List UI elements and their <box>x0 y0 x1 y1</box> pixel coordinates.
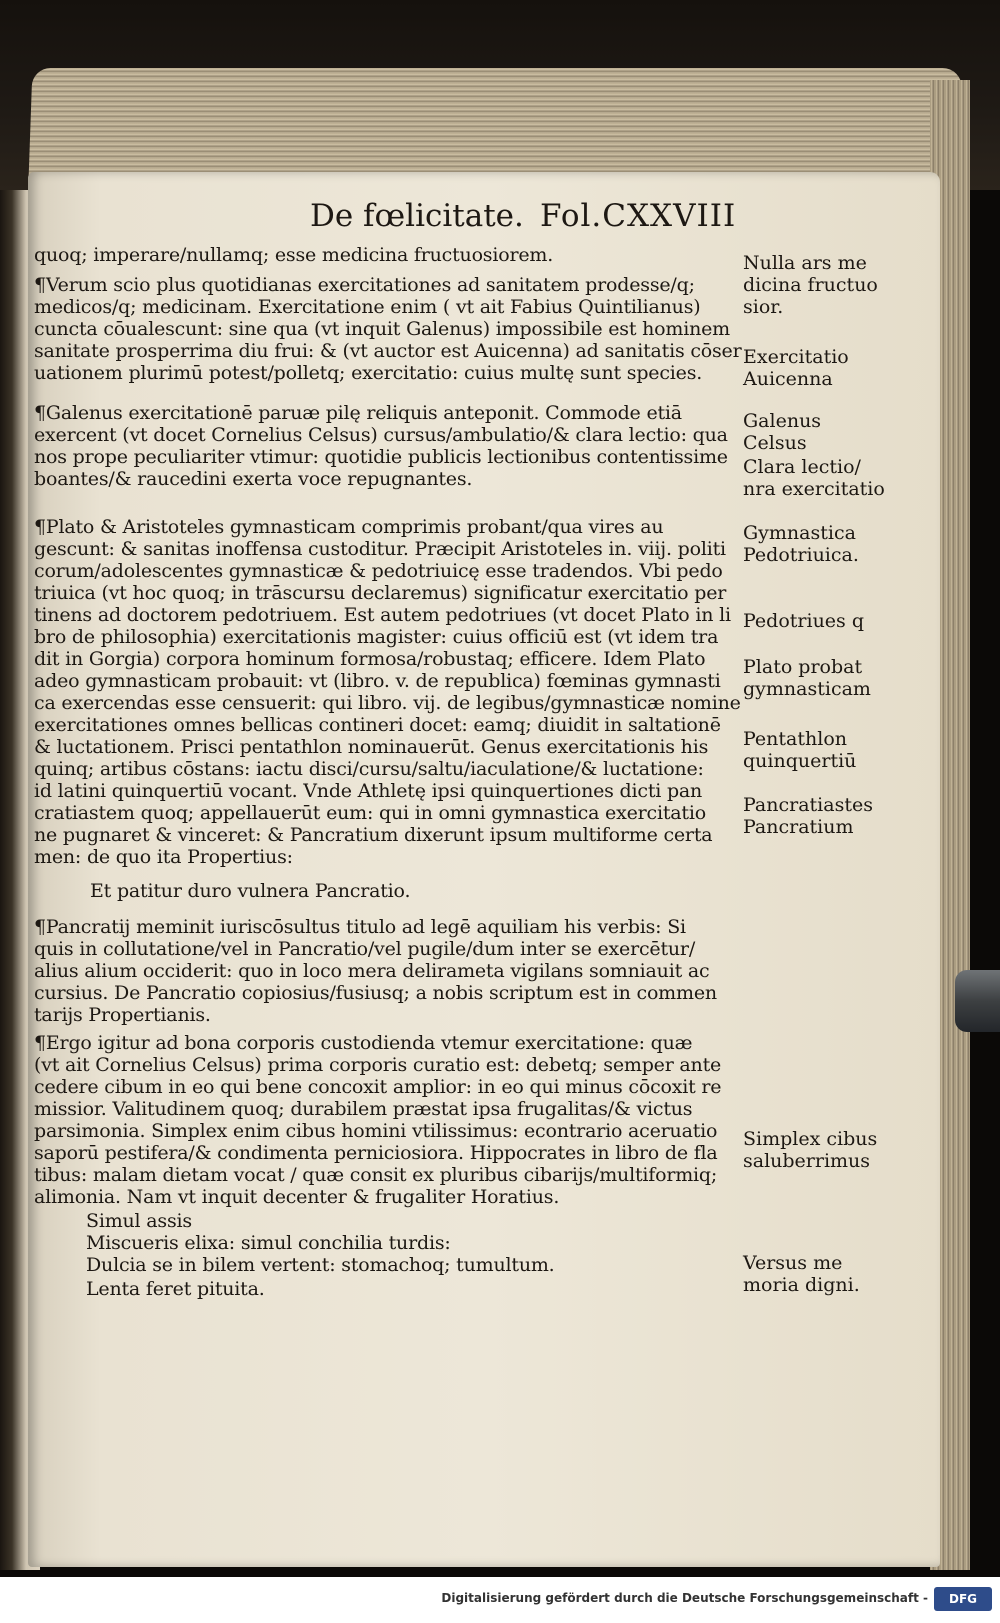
text-line: ¶Ergo igitur ad bona corporis custodienda vtemur exercitatione: quæ <box>34 1032 693 1054</box>
text-line: sanitate prosperrima diu frui: & (vt auctor est Auicenna) ad sanitatis cōser <box>34 340 742 362</box>
marginal-note: sior. <box>743 296 784 318</box>
text-line: medicos/q; medicinam. Exercitatione enim ( vt ait Fabius Quintilianus) <box>34 296 701 318</box>
marginal-note: Celsus <box>743 432 807 454</box>
running-head <box>300 198 780 238</box>
text-line: ¶Verum scio plus quotidianas exercitationes ad sanitatem prodesse/q; <box>34 274 695 296</box>
marginal-note: saluberrimus <box>743 1150 871 1172</box>
text-line: ne pugnaret & vinceret: & Pancratium dixerunt ipsum multiforme certa <box>34 824 713 846</box>
text-line: missior. Valitudinem quoq; durabilem præstat ipsa frugalitas/& victus <box>34 1098 693 1120</box>
text-line: saporū pestifera/& condimenta perniciosiora. Hippocrates in libro de fla <box>34 1142 718 1164</box>
text-line: ¶Galenus exercitationē paruæ pilę reliquis anteponit. Commode etiā <box>34 402 682 424</box>
marginal-note: Gymnastica <box>743 522 856 544</box>
marginal-note: Pedotriuica. <box>743 544 859 566</box>
text-line: Lenta feret pituita. <box>86 1278 265 1300</box>
text-line: cratiastem quoq; appellauerūt eum: qui in omni gymnastica exercitatio <box>34 802 706 824</box>
text-line: ¶Plato & Aristoteles gymnasticam comprimis probant/qua vires au <box>34 516 664 538</box>
text-line: exercent (vt docet Cornelius Celsus) cursus/ambulatio/& clara lectio: qua <box>34 424 728 446</box>
marginal-note: dicina fructuo <box>743 274 878 296</box>
marginal-note: Pentathlon <box>743 728 847 750</box>
text-line: tinens ad doctorem pedotriuem. Est autem pedotriues (vt docet Plato in li <box>34 604 731 626</box>
marginal-note: gymnasticam <box>743 678 871 700</box>
text-line: id latini quinquertiū vocant. Vnde Athletę ipsi quinquertiones dicti pan <box>34 780 703 802</box>
text-line: tibus: malam dietam vocat / quæ consit ex pluribus cibarijs/multiformiq; <box>34 1164 718 1186</box>
text-line: alimonia. Nam vt inquit decenter & frugaliter Horatius. <box>34 1186 560 1208</box>
text-line: & luctationem. Prisci pentathlon nominauerūt. Genus exercitationis his <box>34 736 709 758</box>
text-line: quis in collutatione/vel in Pancratio/vel pugile/dum inter se exercētur/ <box>34 938 696 960</box>
text-line: ¶Pancratij meminit iuriscōsultus titulo ad legē aquiliam his verbis: Si <box>34 916 686 938</box>
text-line: bro de philosophia) exercitationis magister: cuius officiū est (vt idem tra <box>34 626 719 648</box>
text-line: tarijs Propertianis. <box>34 1004 211 1026</box>
running-title: De fœlicitate. <box>310 198 524 234</box>
marginal-note: Exercitatio <box>743 346 849 368</box>
text-line: men: de quo ita Propertius: <box>34 846 293 868</box>
text-line: Dulcia se in bilem vertent: stomachoq; tumultum. <box>86 1254 555 1276</box>
text-line: corum/adolescentes gymnasticæ & pedotriuicę esse tradendos. Vbi pedo <box>34 560 723 582</box>
marginal-note: Auicenna <box>743 368 833 390</box>
text-line: cedere cibum in eo qui bene concoxit amplior: in eo qui minus cōcoxit re <box>34 1076 722 1098</box>
text-line: (vt ait Cornelius Celsus) prima corporis curatio est: debetq; semper ante <box>34 1054 722 1076</box>
text-line: exercitationes omnes bellicas contineri docet: eamq; diuidit in saltationē <box>34 714 721 736</box>
marginal-note: Pedotriues q <box>743 610 865 632</box>
text-line: Simul assis <box>86 1210 192 1232</box>
marginal-note: Plato probat <box>743 656 863 678</box>
text-line: parsimonia. Simplex enim cibus homini vtilissimus: econtrario aceruatio <box>34 1120 718 1142</box>
page-clamp <box>955 970 1000 1032</box>
text-line: dit in Gorgia) corpora hominum formosa/robustaq; efficere. Idem Plato <box>34 648 706 670</box>
marginal-note: Nulla ars me <box>743 252 867 274</box>
dfg-logo: DFG <box>934 1587 992 1611</box>
marginal-note: Versus me <box>743 1252 843 1274</box>
text-line: uationem plurimū potest/polletq; exercitatio: cuius multę sunt species. <box>34 362 703 384</box>
text-line: triuica (vt hoc quoq; in trāscursu declaremus) significatur exercitatio per <box>34 582 727 604</box>
marginal-note: Pancratiastes <box>743 794 873 816</box>
funding-notice: Digitalisierung gefördert durch die Deutsche Forschungsgemeinschaft - <box>441 1591 928 1605</box>
text-line: quinq; artibus cōstans: iactu disci/cursu/saltu/iaculatione/& luctatione: <box>34 758 704 780</box>
text-line: cursius. De Pancratio copiosius/fusiusq; a nobis scriptum est in commen <box>34 982 717 1004</box>
text-line: Miscueris elixa: simul conchilia turdis: <box>86 1232 451 1254</box>
marginal-note: Simplex cibus <box>743 1128 878 1150</box>
folio-number: Fol.CXXVIII <box>540 198 737 234</box>
text-line: cuncta cōualescunt: sine qua (vt inquit Galenus) impossibile est hominem <box>34 318 730 340</box>
text-line: gescunt: & sanitas inoffensa custoditur. Præcipit Aristoteles in. viij. politi <box>34 538 726 560</box>
marginal-note: quinquertiū <box>743 750 857 772</box>
marginal-note: nra exercitatio <box>743 478 885 500</box>
text-line: nos prope peculiariter vtimur: quotidie publicis lectionibus contentissime <box>34 446 728 468</box>
text-line: alius alium occiderit: quo in loco mera delirameta vigilans somniauit ac <box>34 960 710 982</box>
text-line: adeo gymnasticam probauit: vt (libro. v. de republica) fœminas gymnasti <box>34 670 721 692</box>
footer-bar <box>0 1577 1000 1623</box>
text-line: Et patitur duro vulnera Pancratio. <box>90 880 411 902</box>
marginal-note: Clara lectio/ <box>743 456 861 478</box>
text-line: quoq; imperare/nullamq; esse medicina fructuosiorem. <box>34 244 554 266</box>
marginal-note: Pancratium <box>743 816 854 838</box>
text-line: ca exercendas esse censuerit: qui libro. vij. de legibus/gymnasticæ nomine <box>34 692 741 714</box>
marginal-note: moria digni. <box>743 1274 860 1296</box>
marginal-note: Galenus <box>743 410 822 432</box>
text-line: boantes/& raucedini exerta voce repugnantes. <box>34 468 473 490</box>
